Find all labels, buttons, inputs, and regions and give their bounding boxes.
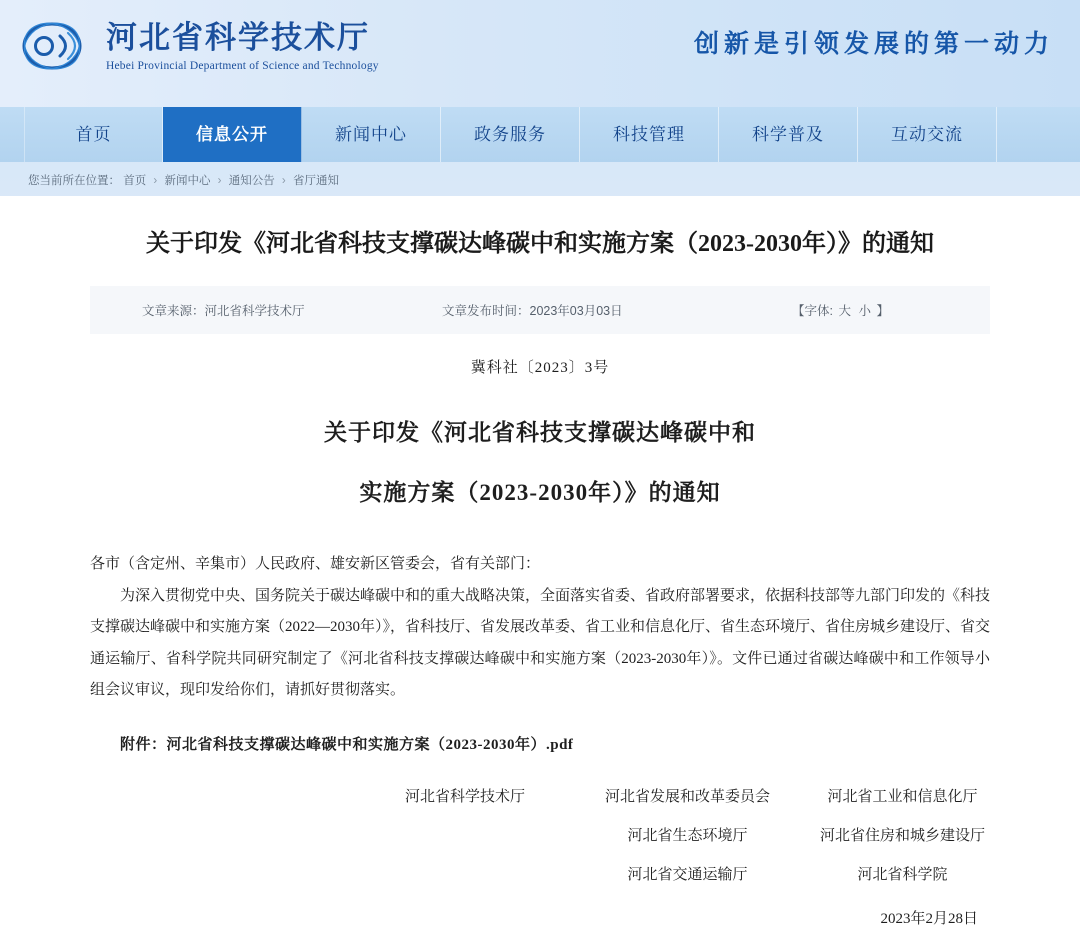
signers-row-3 bbox=[90, 856, 990, 895]
article-source: 文章来源：河北省科学技术厅 bbox=[142, 301, 305, 319]
breadcrumb bbox=[0, 162, 1080, 196]
breadcrumb-separator-3: › bbox=[282, 175, 286, 187]
document-salutation: 各市（含定州、辛集市）人民政府、雄安新区管委会，省有关部门： bbox=[90, 549, 990, 579]
document-paragraph: 为深入贯彻党中央、国务院关于碳达峰碳中和的重大战略决策，全面落实省委、省政府部署要求，依据科技部等九部门印发的《科技支撑碳达峰碳中和实施方案（2022—2030年）》，省科技厅、省发展改革委、省工业和信息化厅、省生态环境厅、省住房城乡建设厅、省交通运输厅、省科学院共同研究制定了《河北省科技支撑碳达峰碳中和实施方案（2023-2030年）》。文件已通过省碳达峰碳中和工作领导小组会议审议，现印发给你们，请抓好贯彻落实。 bbox=[90, 581, 990, 707]
article-body bbox=[0, 356, 1080, 928]
logo-title-cn: 河北省科学技术厅 bbox=[106, 20, 379, 56]
nav-item-interaction[interactable]: 互动交流 bbox=[858, 107, 997, 162]
font-size-large-button[interactable]: 大 bbox=[838, 304, 851, 318]
nav-item-tech-management[interactable]: 科技管理 bbox=[580, 107, 719, 162]
main-nav bbox=[0, 107, 1080, 162]
article-meta-bar bbox=[90, 286, 990, 334]
nav-right-spacer bbox=[1039, 107, 1080, 162]
font-size-small-button[interactable]: 小 bbox=[858, 304, 871, 318]
article-publish-date: 文章发布时间：2023年03月03日 bbox=[442, 301, 623, 319]
nav-item-home[interactable]: 首页 bbox=[24, 107, 163, 162]
breadcrumb-item-announcements[interactable]: 通知公告 bbox=[229, 175, 275, 187]
signer-dept-development-reform: 河北省发展和改革委员会 bbox=[590, 778, 785, 817]
header-slogan: 创新是引领发展的第一动力 bbox=[694, 24, 1054, 60]
attachment-link[interactable]: 附件：河北省科技支撑碳达峰碳中和实施方案（2023-2030年）.pdf bbox=[90, 733, 990, 754]
document-heading-line-1: 关于印发《河北省科技支撑碳达峰碳中和 bbox=[90, 403, 990, 463]
nav-left-spacer bbox=[0, 107, 24, 162]
nav-items bbox=[24, 107, 1039, 162]
signer-dept-industry-it: 河北省工业和信息化厅 bbox=[815, 778, 990, 817]
nav-item-info-disclosure[interactable]: 信息公开 bbox=[163, 107, 302, 162]
breadcrumb-item-news-center[interactable]: 新闻中心 bbox=[164, 175, 210, 187]
article-container bbox=[0, 196, 1080, 948]
site-logo[interactable] bbox=[22, 18, 379, 74]
breadcrumb-item-dept-notice[interactable]: 省厅通知 bbox=[293, 175, 339, 187]
site-header bbox=[0, 0, 1080, 107]
logo-title-en: Hebei Provincial Department of Science and Technology bbox=[106, 60, 379, 72]
page-title: 关于印发《河北省科技支撑碳达峰碳中和实施方案（2023-2030年）》的通知 bbox=[0, 196, 1080, 286]
signer-hebei-academy: 河北省科学院 bbox=[815, 856, 990, 895]
breadcrumb-separator-1: › bbox=[153, 175, 157, 187]
breadcrumb-item-home[interactable]: 首页 bbox=[123, 175, 146, 187]
document-heading-line-2: 实施方案（2023-2030年）》的通知 bbox=[90, 463, 990, 523]
signature-date: 2023年2月28日 bbox=[90, 907, 990, 928]
font-size-label-end: 】 bbox=[876, 304, 889, 318]
font-size-control bbox=[792, 301, 889, 319]
breadcrumb-separator-2: › bbox=[218, 175, 222, 187]
signer-dept-housing-urban-rural: 河北省住房和城乡建设厅 bbox=[815, 817, 990, 856]
breadcrumb-prefix: 您当前所在位置： bbox=[28, 175, 120, 187]
font-size-label: 【字体: bbox=[792, 304, 833, 318]
signers-row-2 bbox=[90, 817, 990, 856]
document-number: 冀科社〔2023〕3号 bbox=[90, 356, 990, 377]
signer-dept-transport: 河北省交通运输厅 bbox=[590, 856, 785, 895]
signers-block bbox=[90, 778, 990, 928]
nav-item-science-popularization[interactable]: 科学普及 bbox=[719, 107, 858, 162]
nav-item-gov-services[interactable]: 政务服务 bbox=[441, 107, 580, 162]
signer-dept-ecology: 河北省生态环境厅 bbox=[590, 817, 785, 856]
hebei-science-logo-icon bbox=[22, 18, 100, 74]
signers-row-1 bbox=[90, 778, 990, 817]
signer-dept-science: 河北省科学技术厅 bbox=[370, 778, 560, 817]
nav-item-news-center[interactable]: 新闻中心 bbox=[302, 107, 441, 162]
